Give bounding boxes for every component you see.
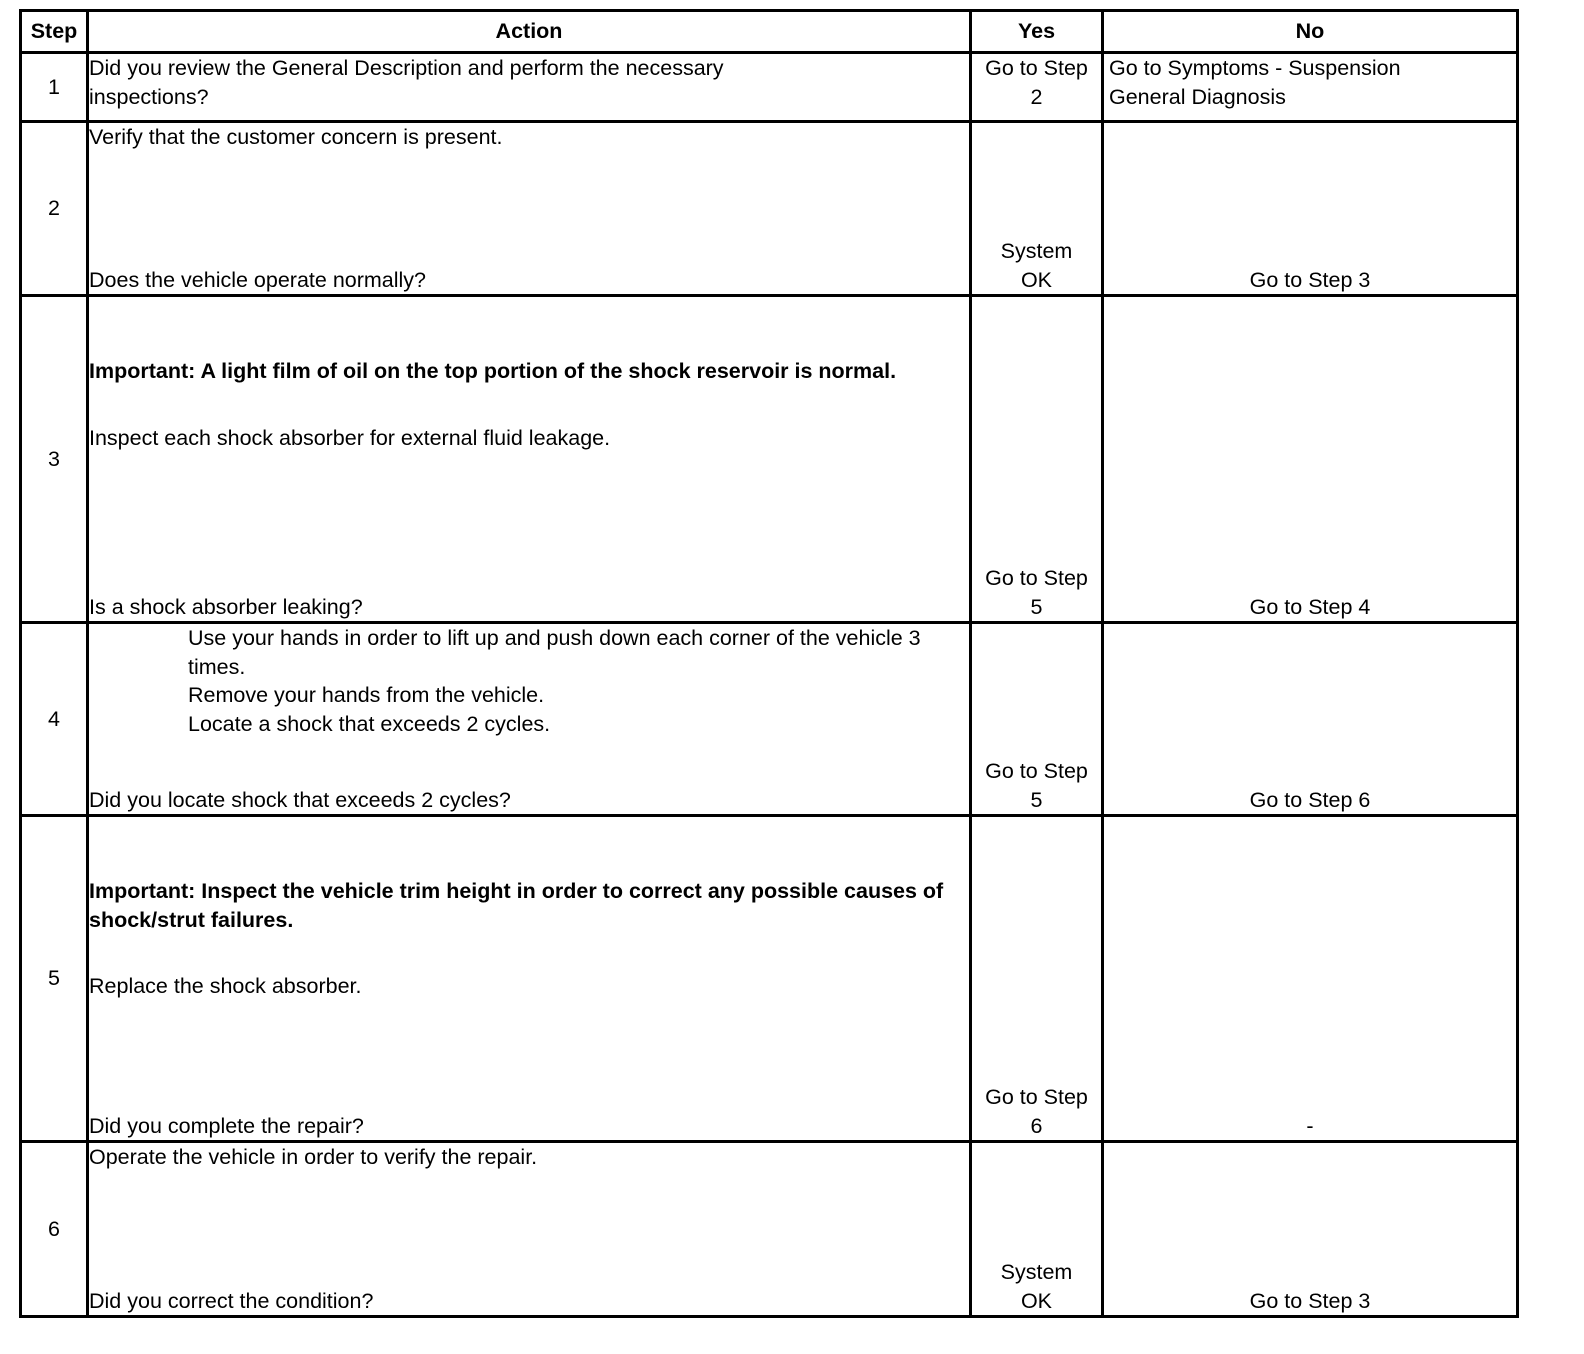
step-number: 3: [21, 296, 88, 623]
list-item: Remove your hands from the vehicle.: [188, 683, 545, 707]
action-cell: [88, 296, 971, 623]
no-cell: [1103, 53, 1518, 122]
action-text: Inspect each shock absorber for external fluid leakage.: [89, 425, 611, 450]
action-cell: [88, 623, 971, 816]
action-question: Did you complete the repair?: [89, 1113, 364, 1138]
action-cell: [88, 122, 971, 296]
yes-text: Go to Step: [985, 759, 1088, 783]
action-intro: Verify that the customer concern is present.: [89, 125, 503, 149]
no-text: General Diagnosis: [1109, 84, 1286, 109]
no-text: Go to Step 6: [1103, 623, 1518, 816]
diagnostic-table: [19, 9, 1519, 1318]
yes-text: OK: [1020, 267, 1053, 292]
action-cell: [88, 816, 971, 1142]
yes-text: Go to Step: [985, 1085, 1088, 1109]
action-intro: Operate the vehicle in order to verify the repair.: [89, 1145, 538, 1169]
table-row: [21, 122, 1518, 296]
action-cell: [88, 53, 971, 122]
yes-text: System: [1000, 239, 1073, 263]
action-question: Did you locate shock that exceeds 2 cycles?: [89, 787, 511, 812]
action-question: Does the vehicle operate normally?: [89, 267, 427, 292]
step-number: 4: [21, 623, 88, 816]
action-question: Did you correct the condition?: [89, 1288, 374, 1313]
header-no: No: [1103, 11, 1518, 53]
yes-text: OK: [1020, 1288, 1053, 1313]
important-note: Important: A light film of oil on the top portion of the shock reservoir is normal.: [89, 359, 897, 383]
step-number: 2: [21, 122, 88, 296]
header-step: Step: [21, 11, 88, 53]
action-cell: [88, 1142, 971, 1317]
yes-text: 2: [1030, 84, 1043, 109]
action-text: inspections?: [89, 84, 209, 109]
no-text: -: [1103, 816, 1518, 1142]
step-number: 6: [21, 1142, 88, 1317]
no-text: Go to Symptoms - Suspension: [1109, 56, 1401, 80]
list-item: Use your hands in order to lift up and push down each corner of the vehicle 3 times.: [188, 626, 921, 679]
table-row: [21, 816, 1518, 1142]
yes-cell: [971, 1142, 1103, 1317]
yes-text: System: [1000, 1260, 1073, 1284]
table-row: [21, 1142, 1518, 1317]
yes-text: Go to Step: [985, 56, 1088, 80]
no-text: Go to Step 4: [1103, 296, 1518, 623]
table-row: [21, 296, 1518, 623]
header-yes: Yes: [971, 11, 1103, 53]
action-question: Is a shock absorber leaking?: [89, 594, 363, 619]
no-text: Go to Step 3: [1103, 122, 1518, 296]
yes-text: 5: [1030, 787, 1043, 812]
yes-text: Go to Step: [985, 566, 1088, 590]
yes-cell: [971, 53, 1103, 122]
yes-cell: [971, 296, 1103, 623]
table-row: [21, 53, 1518, 122]
yes-cell: [971, 122, 1103, 296]
yes-cell: [971, 816, 1103, 1142]
list-item: Locate a shock that exceeds 2 cycles.: [188, 711, 551, 736]
step-number: 1: [21, 53, 88, 122]
important-note: Important: Inspect the vehicle trim height in order to correct any possible causes of shock/strut failures.: [89, 879, 944, 932]
action-text: Replace the shock absorber.: [89, 974, 362, 998]
header-row: [21, 11, 1518, 53]
yes-cell: [971, 623, 1103, 816]
action-text: Did you review the General Description and perform the necessary: [89, 56, 724, 80]
yes-text: 5: [1030, 594, 1043, 619]
yes-text: 6: [1030, 1113, 1043, 1138]
no-text: Go to Step 3: [1103, 1142, 1518, 1317]
header-action: Action: [88, 11, 971, 53]
step-number: 5: [21, 816, 88, 1142]
table-row: [21, 623, 1518, 816]
